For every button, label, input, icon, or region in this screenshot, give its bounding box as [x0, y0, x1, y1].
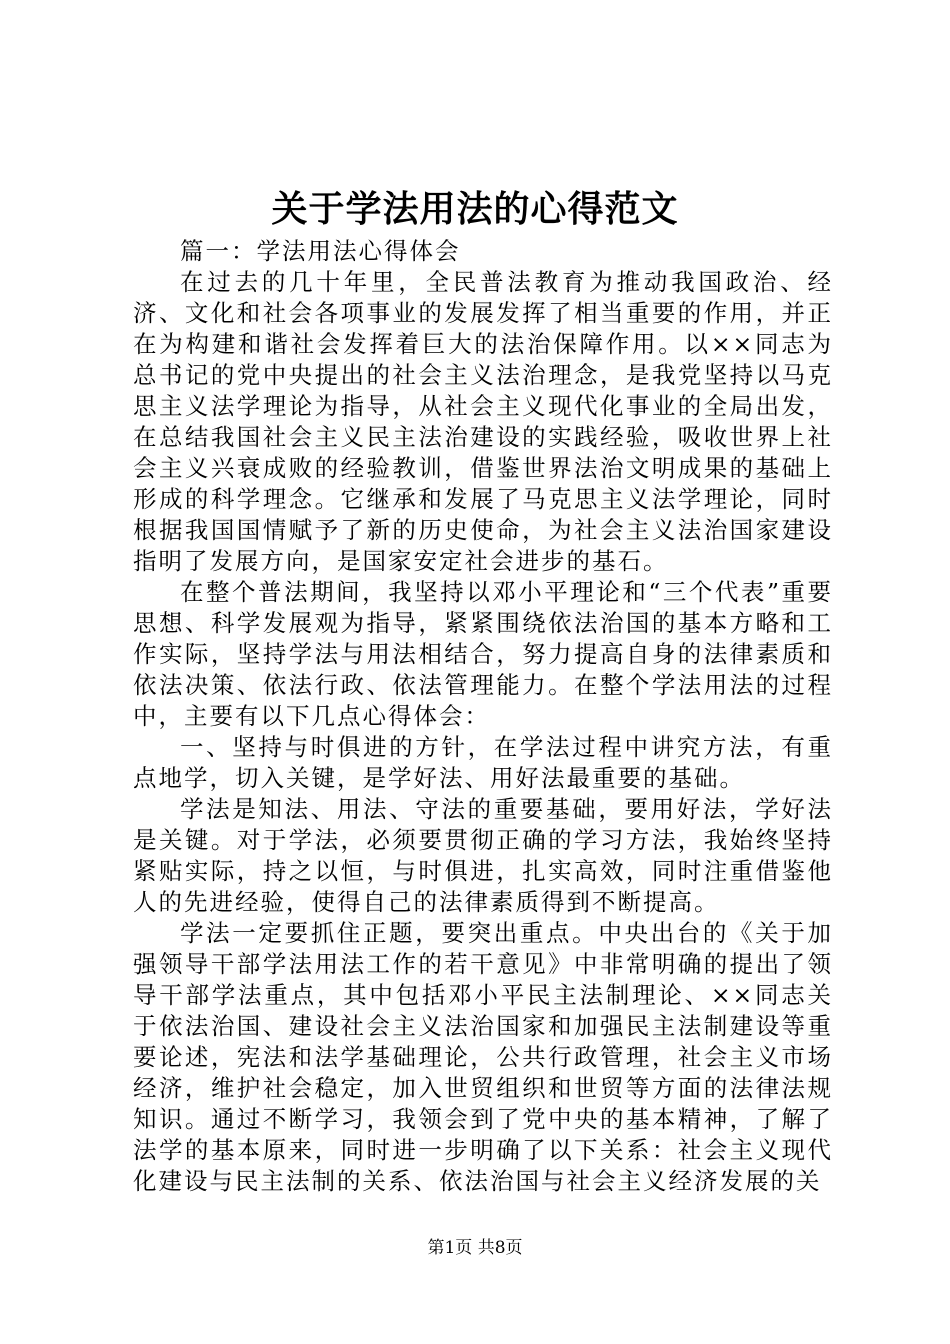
document-title: 关于学法用法的心得范文 [271, 188, 679, 230]
section-heading: 篇一：学法用法心得体会 [180, 237, 461, 265]
paragraph: 在过去的几十年里，全民普法教育为推动我国政治、经济、文化和社会各项事业的发展发挥了相当重要的作用，并正在为构建和谐社会发挥着巨大的法治保障作用。以××同志为总书记的党中央提出的社会主义法治理念，是我党坚持以马克思主义法学理论为指导，从社会主义现代化事业的全局出发，在总结我国社会主义民主法治建设的实践经验，吸收世界上社会主义兴衰成败的经验教训，借鉴世界法治文明成果的基础上形成的科学理念。它继承和发展了马克思主义法学理论，同时根据我国国情赋予了新的历史使命，为社会主义法治国家建设指明了发展方向，是国家安定社会进步的基石。 [133, 268, 833, 575]
page-footer: 第1页 共8页 [427, 1238, 523, 1258]
document-body [133, 236, 833, 1197]
paragraph: 学法一定要抓住正题，要突出重点。中央出台的《关于加强领导干部学法用法工作的若干意见》中非常明确的提出了领导干部学法重点，其中包括邓小平民主法制理论、××同志关于依法治国、建设社会主义法治国家和加强民主法制建设等重要论述，宪法和法学基础理论，公共行政管理，社会主义市场经济，维护社会稳定，加入世贸组织和世贸等方面的法律法规知识。通过不断学习，我领会到了党中央的基本精神，了解了法学的基本原来，同时进一步明确了以下关系：社会主义现代化建设与民主法制的关系、依法治国与社会主义经济发展的关 [133, 919, 833, 1195]
paragraph: 在整个普法期间，我坚持以邓小平理论和“三个代表”重要思想、科学发展观为指导，紧紧围绕依法治国的基本方略和工作实际，坚持学法与用法相结合，努力提高自身的法律素质和依法决策、依法行政、依法管理能力。在整个学法用法的过程中，主要有以下几点心得体会： [133, 578, 833, 730]
paragraph: 学法是知法、用法、守法的重要基础，要用好法，学好法是关键。对于学法，必须要贯彻正确的学习方法，我始终坚持紧贴实际，持之以恒，与时俱进，扎实高效，同时注重借鉴他人的先进经验，使得自己的法律素质得到不断提高。 [133, 795, 833, 916]
paragraph: 一、坚持与时俱进的方针，在学法过程中讲究方法，有重点地学，切入关键，是学好法、用好法最重要的基础。 [133, 733, 833, 792]
